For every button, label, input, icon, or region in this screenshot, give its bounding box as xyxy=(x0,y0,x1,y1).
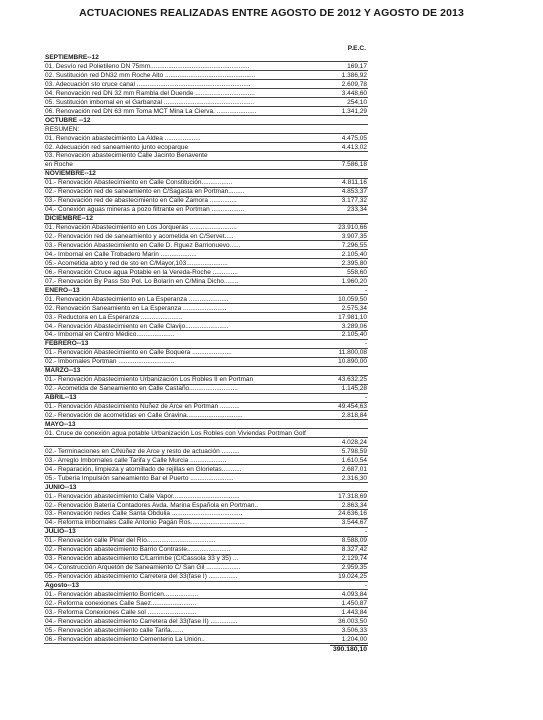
item-amount: 3.506,33 xyxy=(341,626,367,634)
item-amount: 11.800,08 xyxy=(338,349,367,357)
item-amount: - xyxy=(364,286,367,294)
item-amount: 2.105,40 xyxy=(341,250,367,258)
item-description: 04.- Reforma imbornales Calle Antonio Pagán Ros.............................. xyxy=(45,519,245,527)
item-description: 02.- Renovación abastecimiento Barrio Contraste........................ xyxy=(45,546,231,554)
item-description: 01.- Renovación Abastecimiento en Calle Boquera ...................... xyxy=(45,349,232,357)
row-divider xyxy=(44,643,368,644)
item-description: 02.- Reforma conexiones Calle Saez......................... xyxy=(45,599,197,607)
item-amount: 3.177,32 xyxy=(341,197,367,205)
item-amount: 23.910,66 xyxy=(338,224,367,231)
item-amount: 558,60 xyxy=(347,268,367,276)
item-description: 01. Renovación abastecimiento La Aldea .................... xyxy=(45,134,201,142)
item-amount: 4.853,37 xyxy=(341,188,367,196)
item-amount: 1.145,28 xyxy=(341,385,367,393)
item-amount: 2.316,30 xyxy=(341,474,367,482)
item-description: 01.- Renovación abastecimiento Borricen................... xyxy=(45,591,199,598)
section-label: JULIO--13 xyxy=(45,528,76,536)
item-amount: 3.289,06 xyxy=(341,322,367,330)
section-label: ABRIL--13 xyxy=(45,394,77,402)
item-description: 02.- Renovación red de saneamiento en C/Sagasta en Portman......... xyxy=(45,188,245,196)
section-label: MAYO--13 xyxy=(45,420,76,428)
section-label: FEBRERO--13 xyxy=(45,340,89,348)
item-amount: - xyxy=(364,582,367,589)
item-amount: 1.610,54 xyxy=(341,456,367,464)
item-description: 04.- Conexión aguas mineras a pozo filtrante en Portman .................. xyxy=(45,206,245,214)
item-description: 03.- Renovación Abastecimiento en Calle D. Rguez Barrionuevo...... xyxy=(45,241,241,249)
item-amount: 2.959,35 xyxy=(341,564,367,572)
item-description: 04.- Construcción Arquetón de Saneamiento C/ San Gil ................... xyxy=(45,564,241,572)
item-amount: 4.413,02 xyxy=(341,143,367,151)
section-label: ENERO--13 xyxy=(45,286,80,294)
item-description: 05.- Renovación abastecimiento calle Tarifa....... xyxy=(45,626,184,634)
item-amount: 2.609,78 xyxy=(341,80,367,88)
item-amount: 43.632,25 xyxy=(338,376,367,384)
item-amount: 2.575,34 xyxy=(341,304,367,312)
item-amount: 7.586,18 xyxy=(341,161,367,169)
item-description: 04.- Renovación abastecimiento Carretera del 33(fase II) ............... xyxy=(45,617,238,625)
item-amount: 2.105,40 xyxy=(341,331,367,339)
item-description: 06.- Renovación Cruce agua Potable en la Vereda-Roche .............. xyxy=(45,268,238,276)
item-description: 03.- Reductora en La Esperanza ....................... xyxy=(45,313,183,321)
item-description: 07.- Renovación By Pass Sto Pol. Lo Bolarín en C/Mina Dicho........ xyxy=(45,277,239,285)
item-description: 06. Renovación red DN 63 mm Toma MCT Mina La Cierva. ...................... xyxy=(45,107,257,115)
item-description: 04.- Imbornal en Centro Médico..................... xyxy=(45,331,175,339)
item-amount: 4.028,24 xyxy=(341,438,367,446)
item-description: 02. Adecuación red saneamiento junto ecoparque xyxy=(45,143,189,151)
section-label: SEPTIEMBRE--12 xyxy=(45,54,99,61)
item-amount: 233,34 xyxy=(347,206,367,214)
item-description: 01. Desvío red Polietileno DN 75mm....................................................... xyxy=(45,63,250,70)
item-description: 04.- Renovación Abastecimiento en Calle Clavijo........................ xyxy=(45,322,229,330)
item-description: 04.- Imbornal en Calle Trobadero Marín .................... xyxy=(45,250,197,258)
item-description: 01.- Renovación calle Pinar del Río...................................... xyxy=(45,537,216,545)
document-title: ACTUACIONES REALIZADAS ENTRE AGOSTO DE 2012 Y AGOSTO DE 2013 xyxy=(79,7,464,19)
item-amount: 10.059,50 xyxy=(338,295,367,303)
item-amount: 169,17 xyxy=(347,63,367,70)
item-amount: 8.327,42 xyxy=(341,546,367,554)
item-description: 02.- Terminaciones en C/Núñez de Arce y resto de actuación .......... xyxy=(45,447,240,455)
item-description: 01.- Renovación Abastecimiento en Calle Constitución................. xyxy=(45,179,233,187)
item-description: 03.- Renovación redes Calle Santa Obdulia ....................................... xyxy=(45,510,243,518)
item-amount: 5.798,59 xyxy=(341,447,367,455)
item-amount: 4.811,16 xyxy=(342,179,367,187)
item-description: 02.- Renovación Batería Contadores Avda. Marina Española en Portman.. xyxy=(45,501,259,509)
section-label: Agosto--13 xyxy=(45,582,79,589)
item-amount: 17.981,10 xyxy=(338,313,367,321)
item-description: 05.- Tubería Impulsión saneamiento Bar el Puerto ........................ xyxy=(45,474,234,482)
grand-total: 390.180,10 xyxy=(332,645,367,653)
item-description: 04. Renovación red DN 32 mm Rambla del Duende ................................. xyxy=(45,89,255,97)
item-amount: 1.204,00 xyxy=(341,635,367,643)
item-description: 05. Sustitución imbornal en el Garbanzal .................................................. xyxy=(45,98,255,106)
item-description: 03.- Reforma Conexiones Calle sol ........................... xyxy=(45,608,197,616)
item-description: 01. Cruce de conexión agua potable Urbanización Los Robles con Viviendas Portman Golf xyxy=(45,429,306,437)
item-description: 02. Sustitución red DN32 mm Roche Alto .................................................. xyxy=(45,71,256,79)
item-amount: 1.443,84 xyxy=(341,608,367,616)
item-description: 01.- Renovación abastecimiento Calle Vapor..................................... xyxy=(45,492,240,500)
item-amount: 254,10 xyxy=(347,98,367,106)
section-label: JUNIO--13 xyxy=(45,483,77,491)
section-label: MARZO--13 xyxy=(45,367,81,375)
amount-column-header: P.E.C. xyxy=(347,45,366,52)
item-description: 04.- Reparación, limpieza y atornillado de rejillas en Glorietas........... xyxy=(45,465,242,473)
item-amount: 24.636,16 xyxy=(338,510,367,518)
item-description: 01.- Renovación Abastecimiento Urbanización Los Robles II en Portman xyxy=(45,376,254,384)
item-amount: - xyxy=(364,340,367,348)
item-description: 01. Renovación Abastecimiento en Los Jorqueras .......................... xyxy=(45,224,237,231)
item-amount: 3.544,67 xyxy=(341,519,367,527)
item-amount: 1.960,20 xyxy=(341,277,367,285)
section-label: DICIEMBRE--12 xyxy=(45,215,94,223)
item-amount: 2.863,34 xyxy=(341,501,367,509)
item-amount: 2.395,80 xyxy=(341,259,367,267)
item-description: 05.- Acometida abto y red de sto en C/Mayor,103....................... xyxy=(45,259,228,267)
item-amount: 4.475,05 xyxy=(341,134,367,142)
item-description: 02. Renovación Saneamiento en La Esperanza ........................ xyxy=(45,304,227,312)
item-description: 01.- Renovación Abastecimiento Nuñez de Arce en Portman ........... xyxy=(45,403,240,410)
item-description: 03.- Arreglo Imbornales calle Tarifa y Calle Murcia .................... xyxy=(45,456,227,464)
item-description: 03. Renovación abastecimiento Calle Jacinto Benavente xyxy=(45,152,208,160)
section-label: OCTUBRE --12 xyxy=(45,116,91,124)
item-description: 06.- Renovación abastecimiento Cementerio La Unión.. xyxy=(45,635,205,643)
item-description: 03.- Renovación abastecimiento C/Larrimbe (C/Cassola 33 y 35) ... xyxy=(45,555,239,563)
item-description: 02.- Imbornales Portman ............................... xyxy=(45,358,175,366)
item-description: RESUMEN: xyxy=(45,125,80,133)
item-description: 03. Adecuación sto cruce canal ............................................................... xyxy=(45,80,251,88)
item-amount: 7.296,55 xyxy=(341,241,367,249)
item-amount: - xyxy=(364,528,367,536)
item-amount: 4.093,84 xyxy=(341,591,367,598)
item-amount: 1.450,87 xyxy=(341,599,367,607)
item-amount: 17.318,69 xyxy=(338,492,367,500)
item-amount: 10.890,00 xyxy=(338,358,367,366)
item-amount: 3.448,60 xyxy=(341,89,367,97)
item-amount: 49.454,63 xyxy=(338,403,367,410)
item-amount: 2.687,01 xyxy=(341,465,367,473)
item-amount: 1.386,92 xyxy=(341,71,367,79)
item-amount: 2.818,84 xyxy=(341,412,367,419)
item-description: 02.- Acometida de Saneamiento en Calle Castaño........................... xyxy=(45,385,238,393)
item-amount: 36.003,50 xyxy=(338,617,367,625)
item-amount: 2.129,74 xyxy=(341,555,367,563)
item-description: 02.- Renovación red de saneamiento y acometida en C/Servet..... xyxy=(45,233,234,240)
item-amount: 19.024,25 xyxy=(338,573,367,581)
item-description: 01. Renovación Abastecimiento en La Esperanza ...................... xyxy=(45,295,229,303)
item-amount: 8.588,09 xyxy=(341,537,367,545)
section-label: NOVIEMBRE--12 xyxy=(45,170,96,178)
item-description: 03.- Renovación red de abastecimiento en Calle Zamora ............... xyxy=(45,197,237,205)
item-amount: - xyxy=(364,394,367,402)
item-description: en Roche xyxy=(45,161,73,169)
item-description: 02.- Renovación de acometidas en Calle Gravina............................... xyxy=(45,412,243,419)
item-amount: 3.907,35 xyxy=(341,233,367,240)
item-description: 05.- Renovación abastecimiento Carretera del 33(fase I) ................ xyxy=(45,573,238,581)
item-amount: 1.341,29 xyxy=(341,107,367,115)
